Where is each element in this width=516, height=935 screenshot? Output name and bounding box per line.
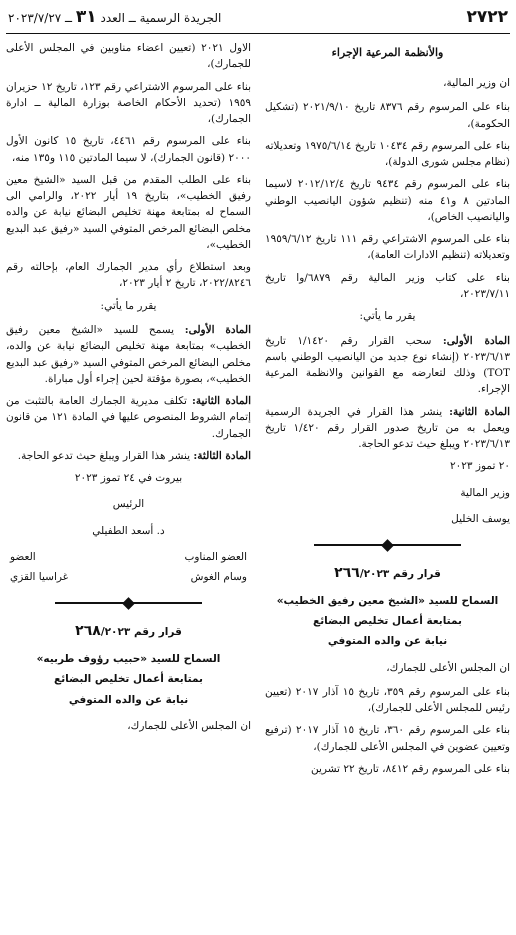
decision-year: /٢٠٢٣	[100, 626, 131, 639]
section-divider	[265, 539, 510, 551]
member-title: العضو	[10, 550, 36, 563]
divider-diamond-icon	[381, 539, 394, 552]
issue-info	[8, 4, 221, 30]
decision-subject-line: السماح للسيد «حبيب رؤوف طربيه»	[36, 653, 221, 666]
recital: بناء على المرسوم الاشتراعي رقم ١٢٣، تاريخ ١٢ حزيران ١٩٥٩ (تحديد الأحكام الخاصة بوزارة المالية ــ ادارة الجمارك)،	[6, 80, 251, 126]
issue-number: ٣١	[75, 6, 97, 27]
decision-heading	[265, 563, 510, 585]
council-signatures	[6, 470, 251, 539]
section-title: والأنظمة المرعية الإجراء	[331, 46, 444, 59]
page-number: ٢٧٢٢	[466, 6, 508, 27]
president-title: الرئيس	[112, 498, 145, 511]
decision-subject-line: نيابة عن والده المتوفي	[327, 635, 448, 648]
divider-diamond-icon	[122, 597, 135, 610]
recital: بناء على المرسوم رقم ٨٣٧٦ تاريخ ٢٠٢١/٩/١٠ (تشكيل الحكومة)،	[265, 101, 510, 130]
signature-block	[265, 458, 510, 527]
recital: بناء على المرسوم رقم ٤٤٦١، تاريخ ١٥ كانون الأول ٢٠٠٠ (قانون الجمارك)، لا سيما المادتين ١١٥ و١٣٥ منه،	[6, 135, 251, 164]
member-alt-title: العضو المناوب	[184, 550, 247, 563]
recital: بناء على الطلب المقدم من قبل السيد «الشيخ معين رفيق الخطيب»، بتاريخ ١٩ أيار ٢٠٢٢، والرامي الى السماح له بمتابعة مهنة تخليص البضائع نيابة عن والده مخلص البضائع المرخص المتوفي السيد «رفيق عبد البديع الخطيب»،	[6, 173, 251, 251]
article-text: سحب القرار رقم ١/١٤٢٠ تاريخ ٢٠٢٣/٦/١٣ (إنشاء نوع جديد من اليانصيب الوطني باسم TOT) وذلك لتعارضه مع القوانين والانظمة المرعية الإجراء.	[265, 334, 510, 396]
article-label: المادة الثانية:	[449, 405, 510, 418]
decision-subject-line: السماح للسيد «الشيخ معين رفيق الخطيب»	[276, 594, 499, 607]
signer-title: وزير المالية	[460, 486, 510, 499]
recital: الاول ٢٠٢١ (تعيين اعضاء مناوبين في المجلس الأعلى للجمارك)،	[6, 42, 251, 71]
president-name: د. أسعد الطفيلي	[92, 524, 165, 537]
decision-number: ٢٦٨	[75, 623, 101, 640]
page-header	[6, 6, 510, 34]
members-names	[6, 569, 251, 585]
divider-bar	[55, 602, 125, 604]
member-name: غراسيا القزي	[10, 571, 69, 584]
recital: بناء على المرسوم رقم ٣٦٠، تاريخ ١٥ آذار ٢٠١٧ (ترفيع وتعيين عضوين في المجلس الأعلى للجمارك)،	[265, 724, 510, 753]
article-text: ينشر هذا القرار ويبلغ حيث تدعو الحاجة.	[17, 449, 191, 462]
decision-intro: ان المجلس الأعلى للجمارك،	[386, 661, 510, 674]
recital: بناء على المرسوم رقم ١٠٤٣٤ تاريخ ١٩٧٥/٦/١٤ وتعديلاته (نظام مجلس شورى الدولة)،	[265, 139, 510, 169]
article-label: المادة الثانية:	[192, 395, 251, 408]
divider-bar	[391, 544, 461, 546]
recital: بناء على المرسوم الاشتراعي رقم ١١١ تاريخ ١٩٥٩/٦/١٢ وتعديلاته (تنظيم الادارات العامة)،	[265, 233, 510, 262]
member-alt-name: وسام الغوش	[190, 571, 247, 584]
decides-heading: يقرر ما يأتي:	[100, 299, 157, 312]
article	[6, 393, 251, 442]
issue-prefix: الجريدة الرسمية ــ العدد	[100, 10, 222, 25]
decision-number: ٢٦٦	[334, 565, 360, 582]
recital: بناء على المرسوم رقم ٩٤٣٤ تاريخ ٢٠١٢/١٢/٤ لاسيما المادتين ٨ و٤١ منه (تنظيم شؤون اليانصيب الوطني واليانصيب الخاص)،	[265, 178, 510, 223]
recital: بناء على المرسوم رقم ٣٥٩، تاريخ ١٥ آذار ٢٠١٧ (تعيين رئيس للمجلس الأعلى للجمارك)،	[265, 685, 510, 715]
decision-intro: ان المجلس الأعلى للجمارك،	[127, 719, 251, 732]
article	[6, 322, 251, 387]
decision-heading	[6, 621, 251, 643]
members-titles	[6, 549, 251, 565]
signer-name: يوسف الخليل	[451, 512, 510, 525]
recital: بناء على كتاب وزير المالية رقم ٦٨٧٩/وا تاريخ ٢٠٢٣/٧/١١،	[265, 271, 510, 300]
article	[6, 448, 251, 464]
decision-subject-line: نيابة عن والده المتوفي	[68, 693, 189, 706]
signature-date: ٢٠ تموز ٢٠٢٣	[449, 460, 510, 473]
recital: وبعد استطلاع رأي مدير الجمارك العام، بإحالته رقم ٢٠٢٢/٨٢٤٦، تاريخ ٢ أيار ٢٠٢٣،	[6, 261, 251, 290]
issue-date: ــ ٢٠٢٣/٧/٢٧	[8, 10, 73, 25]
decree-intro: ان وزير المالية،	[443, 77, 510, 90]
article-text: تكلف مديرية الجمارك العامة بالتثبت من إتمام الشروط المنصوص عليها في المادة ١٢١ من قانون الجمارك.	[6, 395, 251, 440]
decision-prefix: قرار رقم	[133, 626, 182, 639]
columns	[6, 34, 510, 935]
article	[265, 333, 510, 398]
decision-prefix: قرار رقم	[392, 568, 441, 581]
divider-bar	[314, 544, 384, 546]
article-text: يسمح للسيد «الشيخ معين رفيق الخطيب» بمتابعة مهنة تخليص البضائع نيابة عن والده، مخلص البضائع المرخص المتوفي السيد «رفيق عبد البديع الخطيب»، بصورة مؤقتة لحين إجراء أول مباراة.	[6, 323, 251, 385]
article	[265, 404, 510, 453]
decision-subject-line: بمتابعة أعمال تخليص البضائع	[54, 673, 203, 686]
right-column	[265, 40, 510, 935]
decision-year: /٢٠٢٣	[359, 568, 390, 581]
left-column	[6, 40, 251, 935]
article-label: المادة الأولى:	[184, 323, 251, 336]
decides-heading: يقرر ما يأتي:	[359, 310, 416, 323]
place-date: بيروت في ٢٤ تموز ٢٠٢٣	[74, 472, 183, 485]
section-divider	[6, 597, 251, 609]
divider-bar	[132, 602, 202, 604]
article-text: ينشر هذا القرار في الجريدة الرسمية ويعمل به من تاريخ صدور القرار رقم ١/٤٢٠ تاريخ ٢٠٢٣/٦/١٣ ويبلغ حيث تدعو الحاجة.	[265, 405, 510, 451]
article-label: المادة الأولى:	[442, 334, 510, 347]
article-label: المادة الثالثة:	[193, 449, 251, 462]
decision-subject-line: بمتابعة أعمال تخليص البضائع	[313, 615, 462, 628]
recital: بناء على المرسوم رقم ٨٤١٢، تاريخ ٢٢ تشرين	[310, 762, 510, 775]
